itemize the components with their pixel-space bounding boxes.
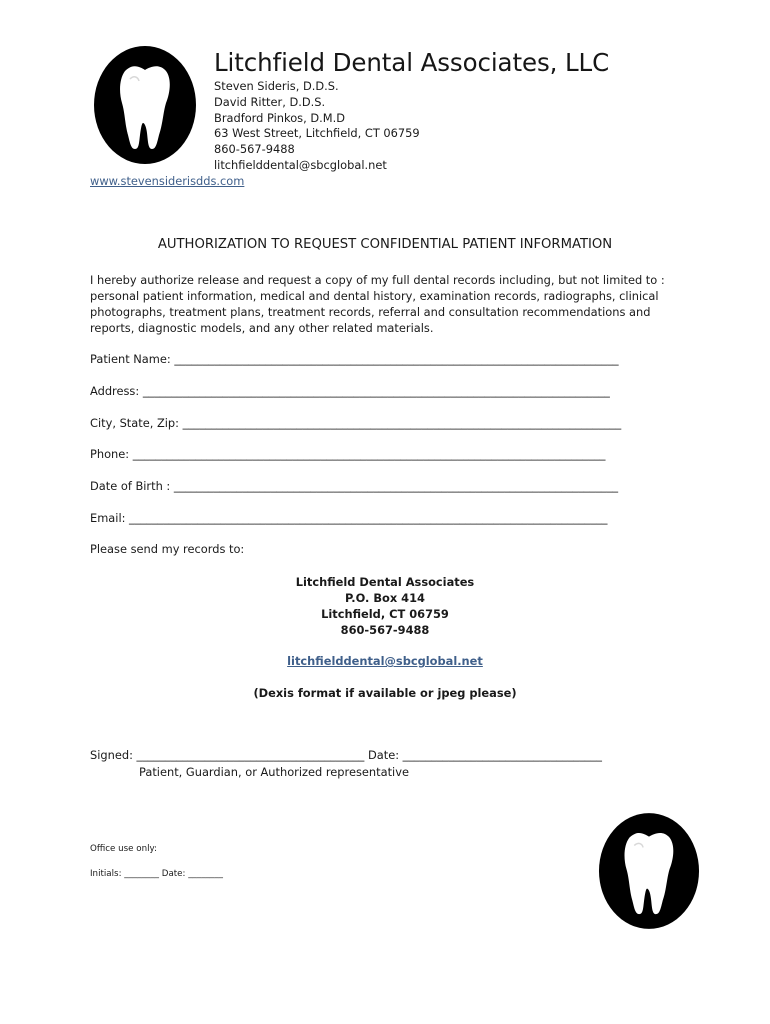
format-note: (Dexis format if available or jpeg please) <box>253 686 517 700</box>
patient-name-field[interactable]: Patient Name: ______________________________________________________________________________ <box>90 352 619 366</box>
city-state-zip-field[interactable]: City, State, Zip: _____________________________________________________________________________ <box>90 416 622 430</box>
office-use-label: Office use only: <box>90 844 157 854</box>
city-state-zip: Litchfield, CT 06759 <box>321 607 449 621</box>
tooth-icon <box>93 45 197 165</box>
tooth-icon <box>598 812 700 930</box>
signature-line[interactable]: Signed: ________________________________________ Date: ___________________________________ <box>90 748 602 762</box>
practice-info <box>214 79 420 174</box>
address-field[interactable]: Address: __________________________________________________________________________________ <box>90 384 610 398</box>
tooth-logo-bottom <box>598 812 700 930</box>
website-link[interactable]: www.stevensiderisdds.com <box>90 174 245 188</box>
email-link[interactable]: litchfielddental@sbcglobal.net <box>287 654 483 668</box>
tooth-logo-top <box>93 45 197 165</box>
dentist-name: David Ritter, D.D.S. <box>214 94 326 109</box>
phone-number: 860-567-9488 <box>214 142 295 157</box>
send-records-label: Please send my records to: <box>90 542 245 556</box>
email-field[interactable]: Email: ____________________________________________________________________________________ <box>90 511 608 525</box>
initials-line[interactable]: Initials: ________ Date: ________ <box>90 869 223 879</box>
dentist-name: Steven Sideris, D.D.S. <box>214 79 339 93</box>
phone-field[interactable]: Phone: ___________________________________________________________________________________ <box>90 447 606 461</box>
company-name: Litchfield Dental Associates, LLC <box>214 48 610 77</box>
street-address: 63 West Street, Litchfield, CT 06759 <box>214 126 420 141</box>
po-box: P.O. Box 414 <box>345 591 425 605</box>
practice-name: Litchfield Dental Associates <box>295 575 475 589</box>
signature-caption: Patient, Guardian, or Authorized representative <box>139 765 409 779</box>
phone-number: 860-567-9488 <box>340 623 430 637</box>
email-address: litchfielddental@sbcglobal.net <box>214 157 387 172</box>
authorization-paragraph: I hereby authorize release and request a copy of my full dental records including, but not limited to : personal patient information, medical and dental history, examination records, radiographs, clinical photographs, treatment plans, treatment records, referral and consultation recommendations and reports, diagnostic models, and any other related materials. <box>90 273 665 335</box>
form-title: AUTHORIZATION TO REQUEST CONFIDENTIAL PATIENT INFORMATION <box>157 237 613 252</box>
mailing-address <box>0 574 770 638</box>
date-of-birth-field[interactable]: Date of Birth : ______________________________________________________________________________ <box>90 479 619 493</box>
dentist-name: Bradford Pinkos, D.M.D <box>214 110 345 125</box>
send-email <box>0 654 770 668</box>
